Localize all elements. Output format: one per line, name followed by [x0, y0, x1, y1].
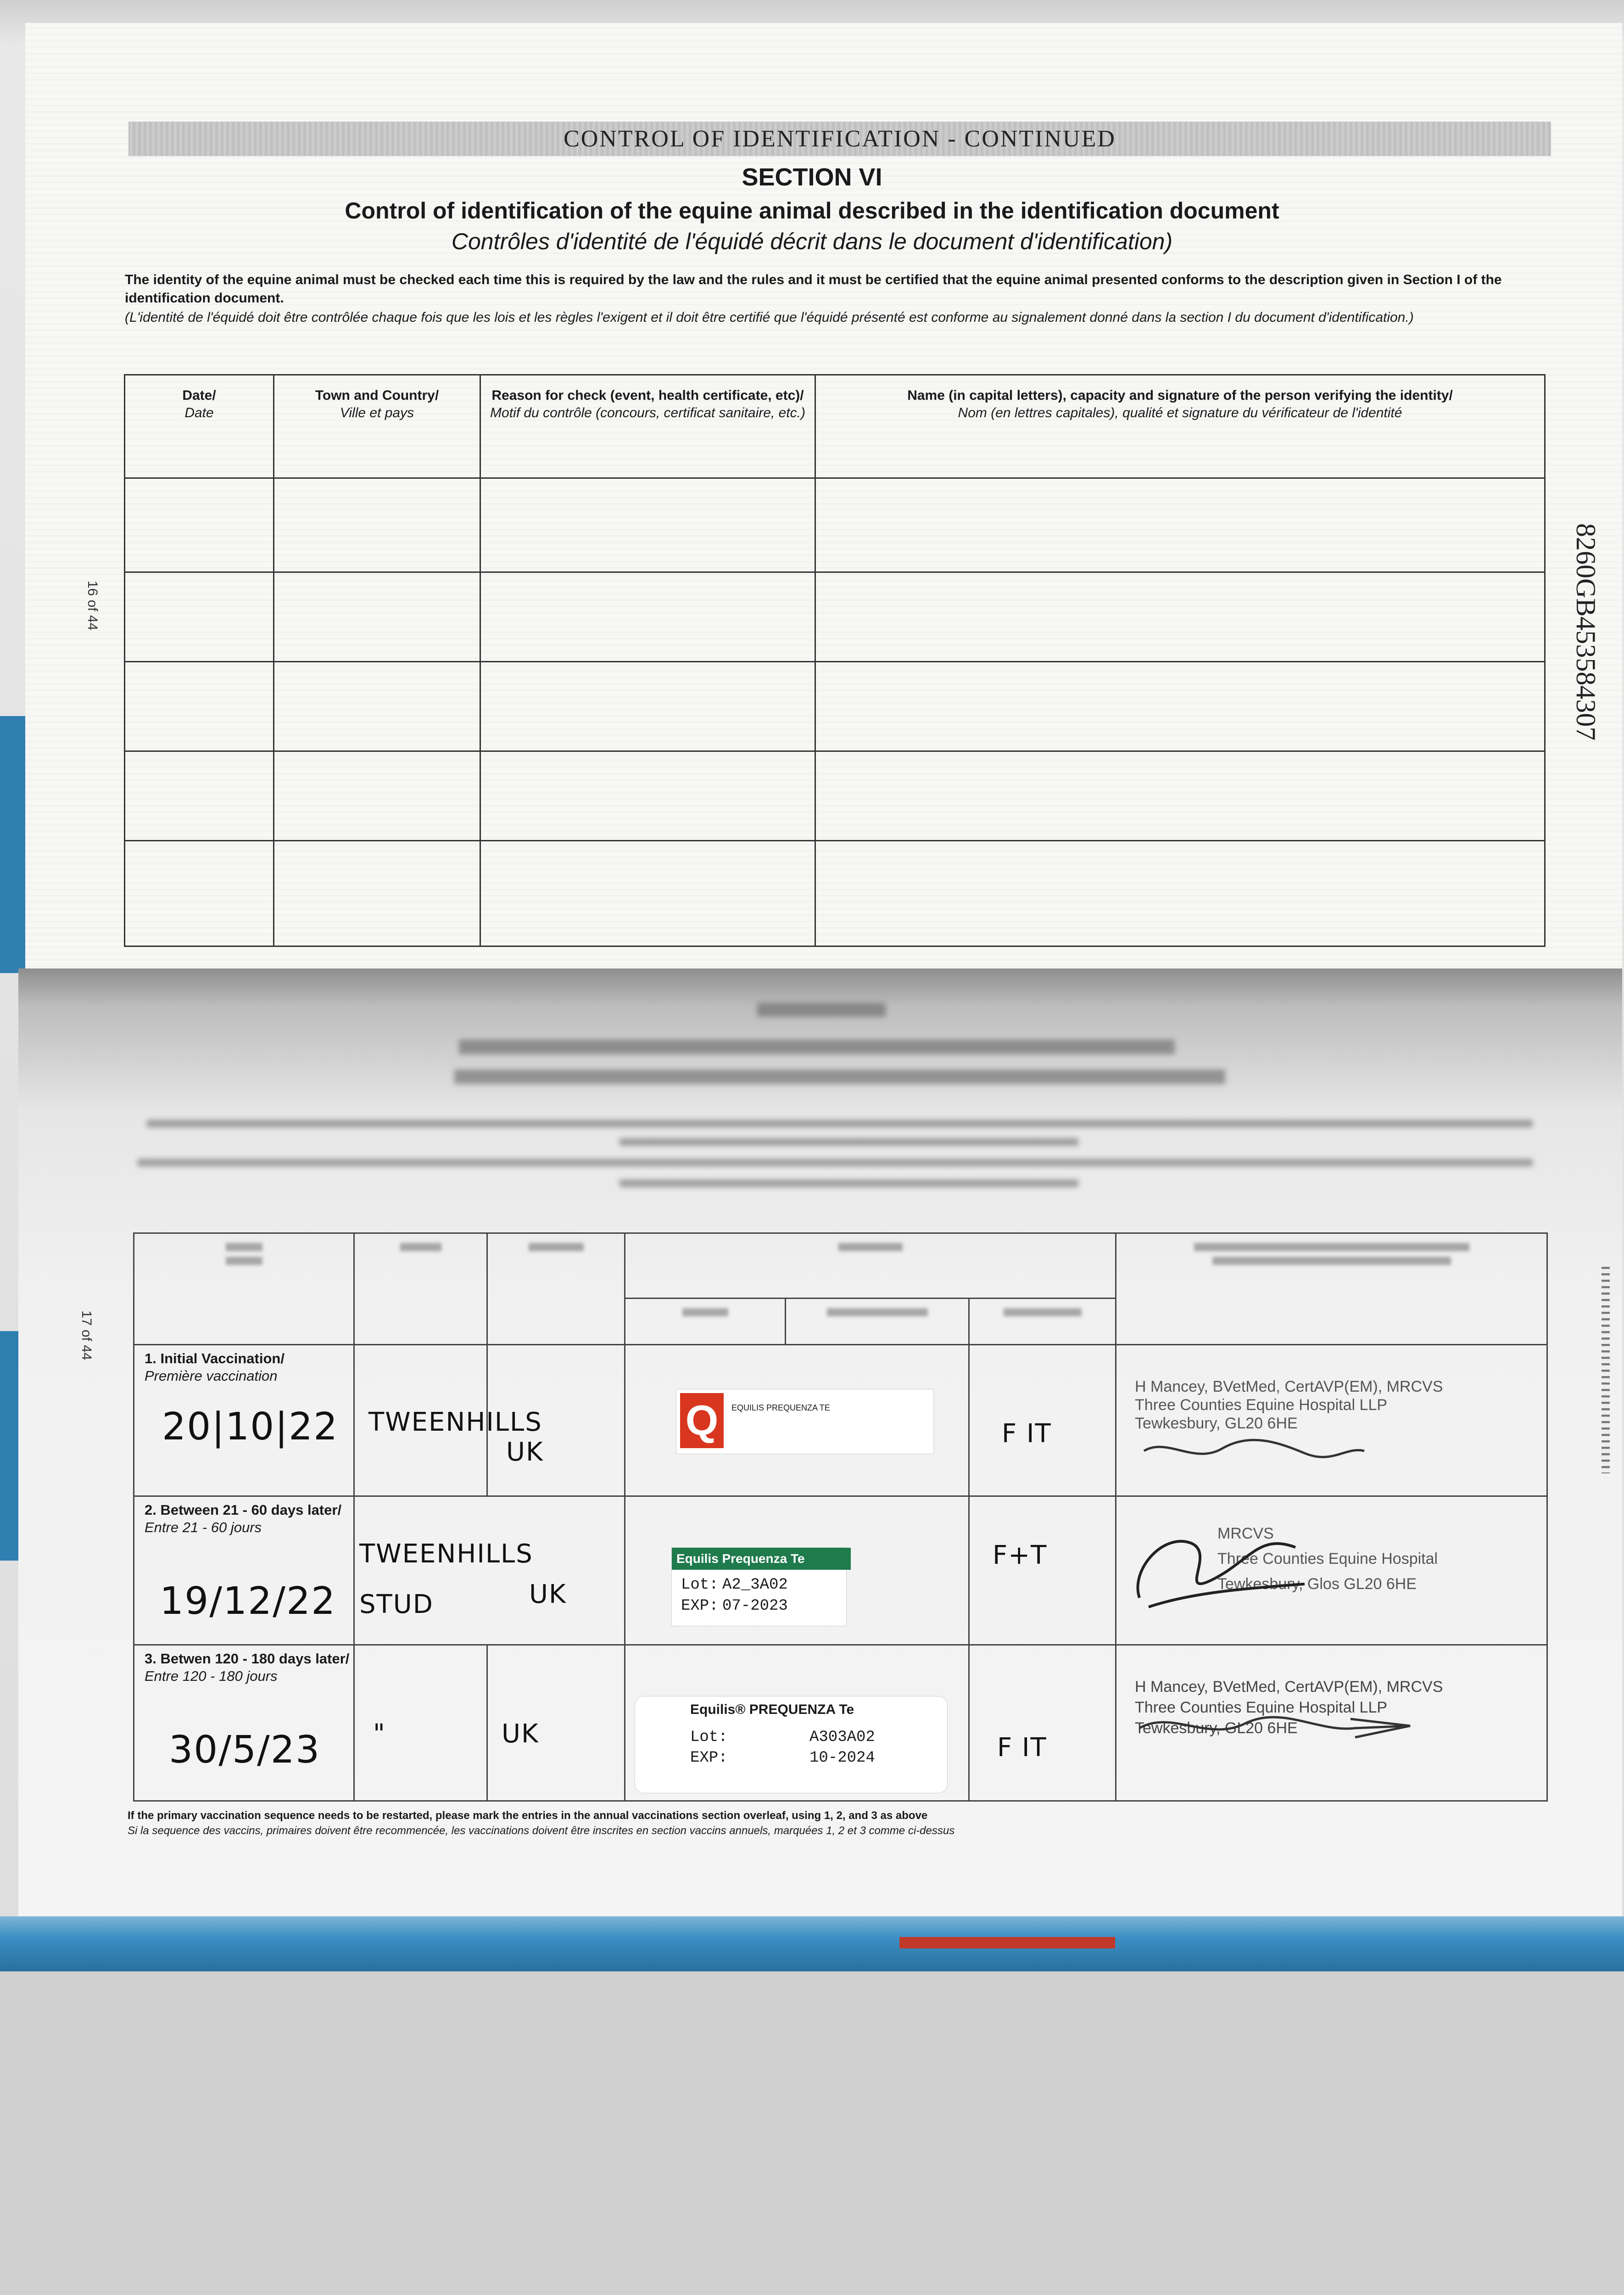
expiry-date: 10-2024	[809, 1749, 875, 1767]
place-cell	[354, 1645, 487, 1801]
vaccination-date-cell	[134, 1645, 354, 1801]
column-header-reason: Reason for check (event, health certificate, etc)/ Motif du contrôle (concours, certificat sanitaire, etc.)	[480, 375, 815, 478]
handwritten-country: UK	[502, 1719, 539, 1749]
restart-note-en: If the primary vaccination sequence needs to be restarted, please mark the entries in the annual vaccinations section overleaf, using 1, 2, and 3 as above	[128, 1809, 928, 1822]
column-header-country	[487, 1233, 625, 1345]
handwritten-date: 19/12/22	[160, 1579, 336, 1623]
column-header-vaccine	[625, 1233, 1116, 1299]
vet-stamp-line: Tewkesbury, Glos GL20 6HE	[1217, 1575, 1417, 1593]
vet-stamp-line: Three Counties Equine Hospital LLP	[1135, 1396, 1388, 1414]
disease-cell	[969, 1645, 1116, 1801]
vet-signature	[1121, 1515, 1314, 1616]
handwritten-date: 30/5/23	[169, 1728, 321, 1772]
vet-signature	[1139, 1433, 1369, 1469]
page-edge-barcode	[1602, 1267, 1610, 1473]
vet-stamp-cell	[1116, 1345, 1547, 1496]
handwritten-place: TWEENHILLS STUD	[359, 1539, 533, 1619]
row-label-fr: Première vaccination	[145, 1368, 278, 1384]
blurred-section-subtitle	[454, 1069, 1225, 1084]
lot-number: A2_3A02	[722, 1576, 788, 1594]
vaccination-row-3	[134, 1645, 1547, 1801]
identity-check-table	[124, 374, 1546, 947]
table-row	[125, 662, 1545, 751]
primary-vaccination-table	[133, 1232, 1548, 1802]
sticker-brand-text: EQUILIS PREQUENZA TE	[731, 1403, 830, 1413]
handwritten-disease: F+T	[993, 1540, 1048, 1570]
vaccination-date-cell	[134, 1496, 354, 1645]
header-band-text: CONTROL OF IDENTIFICATION - CONTINUED	[564, 126, 1116, 152]
vaccination-date-cell	[134, 1345, 354, 1496]
vet-stamp-cell	[1116, 1496, 1547, 1645]
disease-cell	[969, 1496, 1116, 1645]
blurred-section-title	[459, 1040, 1175, 1054]
lot-label: Lot:	[681, 1576, 719, 1594]
vaccine-sticker-cell	[625, 1496, 969, 1645]
vaccine-batch-sticker	[671, 1547, 847, 1626]
column-header-date	[134, 1233, 354, 1345]
vet-stamp-line: H Mancey, BVetMed, CertAVP(EM), MRCVS	[1135, 1378, 1443, 1396]
sticker-brand-text: Equilis® PREQUENZA Te	[690, 1702, 854, 1718]
row-label-fr: Entre 21 - 60 jours	[145, 1519, 262, 1535]
country-cell	[487, 1345, 625, 1496]
vaccine-batch-sticker	[635, 1696, 948, 1793]
blurred-intro-text	[619, 1138, 1078, 1146]
row-label-en: 2. Between 21 - 60 days later/	[145, 1501, 342, 1518]
column-header-place	[354, 1233, 487, 1345]
vet-signature	[1135, 1701, 1419, 1756]
disease-cell	[969, 1345, 1116, 1496]
handwritten-country: UK	[506, 1437, 544, 1467]
section-title-fr: Contrôles d'identité de l'équidé décrit dans le document d'identification)	[451, 229, 1173, 254]
column-header-verifier: Name (in capital letters), capacity and signature of the person verifying the identity/ Nom (en lettres capitales), qualité et signature du vérificateur de l'identité	[815, 375, 1545, 478]
lot-number: A303A02	[809, 1729, 875, 1746]
handwritten-place: TWEENHILLS	[368, 1407, 542, 1438]
handwritten-date: 20|10|22	[162, 1405, 339, 1449]
page-number-17: 17 of 44	[79, 1310, 94, 1360]
column-header-vaccine-name	[625, 1298, 786, 1344]
vaccination-row-2	[134, 1496, 1547, 1645]
passport-serial-number: 8260GB453584307	[1571, 523, 1601, 741]
vet-stamp-line: Three Counties Equine Hospital LLP	[1135, 1699, 1388, 1717]
row-label-en: 3. Betwen 120 - 180 days later/	[145, 1651, 350, 1667]
vet-stamp-line: Tewkesbury, GL20 6HE	[1135, 1719, 1298, 1737]
book-cover-spine	[0, 1916, 1624, 1971]
blurred-section-heading	[757, 1003, 886, 1017]
book-cover-edge	[0, 716, 28, 973]
scanner-lid-area	[0, 1971, 1624, 2295]
column-header-date: Date/ Date	[125, 375, 274, 478]
column-header-batch-number	[786, 1298, 969, 1344]
section-number: SECTION VI	[742, 163, 882, 191]
page-number-16: 16 of 44	[85, 581, 100, 631]
handwritten-country: UK	[529, 1579, 567, 1609]
blurred-intro-text	[138, 1159, 1533, 1166]
vaccine-sticker-cell	[625, 1645, 969, 1801]
row-label-fr: Entre 120 - 180 jours	[145, 1668, 278, 1685]
sticker-brand-text: Equilis Prequenza Te	[672, 1548, 851, 1570]
section-header-band	[128, 122, 1551, 156]
column-header-veterinarian	[1116, 1233, 1547, 1345]
vaccination-row-1	[134, 1345, 1547, 1496]
row-label-en: 1. Initial Vaccination/	[145, 1350, 285, 1367]
blurred-intro-text	[619, 1180, 1078, 1187]
country-cell	[487, 1645, 625, 1801]
exp-label: EXP:	[681, 1597, 719, 1615]
section-title-en: Control of identification of the equine animal described in the identification document	[345, 198, 1279, 224]
place-country-cell	[354, 1496, 625, 1645]
vaccine-batch-sticker	[676, 1389, 934, 1454]
restart-note-fr: Si la sequence des vaccins, primaires doivent être recommencée, les vaccinations doivent être inscrites en section vaccins annuels, marquées 1, 2 et 3 comme ci-dessus	[128, 1825, 955, 1837]
exp-label: EXP:	[690, 1749, 728, 1767]
column-header-disease	[969, 1298, 1116, 1344]
column-header-town-country: Town and Country/ Ville et pays	[274, 375, 480, 478]
table-row	[125, 572, 1545, 662]
vet-stamp-cell	[1116, 1645, 1547, 1801]
handwritten-disease: F IT	[1002, 1419, 1052, 1449]
vet-stamp-line: MRCVS	[1217, 1524, 1274, 1542]
handwritten-disease: F IT	[997, 1733, 1047, 1763]
blurred-intro-text	[147, 1120, 1533, 1127]
intro-text-fr: (L'identité de l'équidé doit être contrôlée chaque fois que les lois et les règles l'exigent et il doit être certifié que l'équidé présenté est conforme au signalement donné dans la section I du document d'identification.)	[125, 310, 1414, 325]
prequenza-q-logo: Q	[680, 1393, 724, 1448]
table-row	[125, 841, 1545, 946]
vaccine-sticker-cell	[625, 1345, 969, 1496]
table-row	[125, 478, 1545, 572]
vet-stamp-line: Tewkesbury, GL20 6HE	[1135, 1415, 1298, 1433]
vet-stamp-line: H Mancey, BVetMed, CertAVP(EM), MRCVS	[1135, 1678, 1443, 1696]
vet-stamp-line: Three Counties Equine Hospital	[1217, 1550, 1438, 1567]
handwritten-place: "	[373, 1719, 386, 1749]
table-row	[125, 751, 1545, 841]
expiry-date: 07-2023	[722, 1597, 788, 1615]
intro-text-en: The identity of the equine animal must be checked each time this is required by the law and the rules and it must be certified that the equine animal presented conforms to the description given in Section I of the identification document.	[125, 272, 1502, 306]
lot-label: Lot:	[690, 1729, 728, 1746]
